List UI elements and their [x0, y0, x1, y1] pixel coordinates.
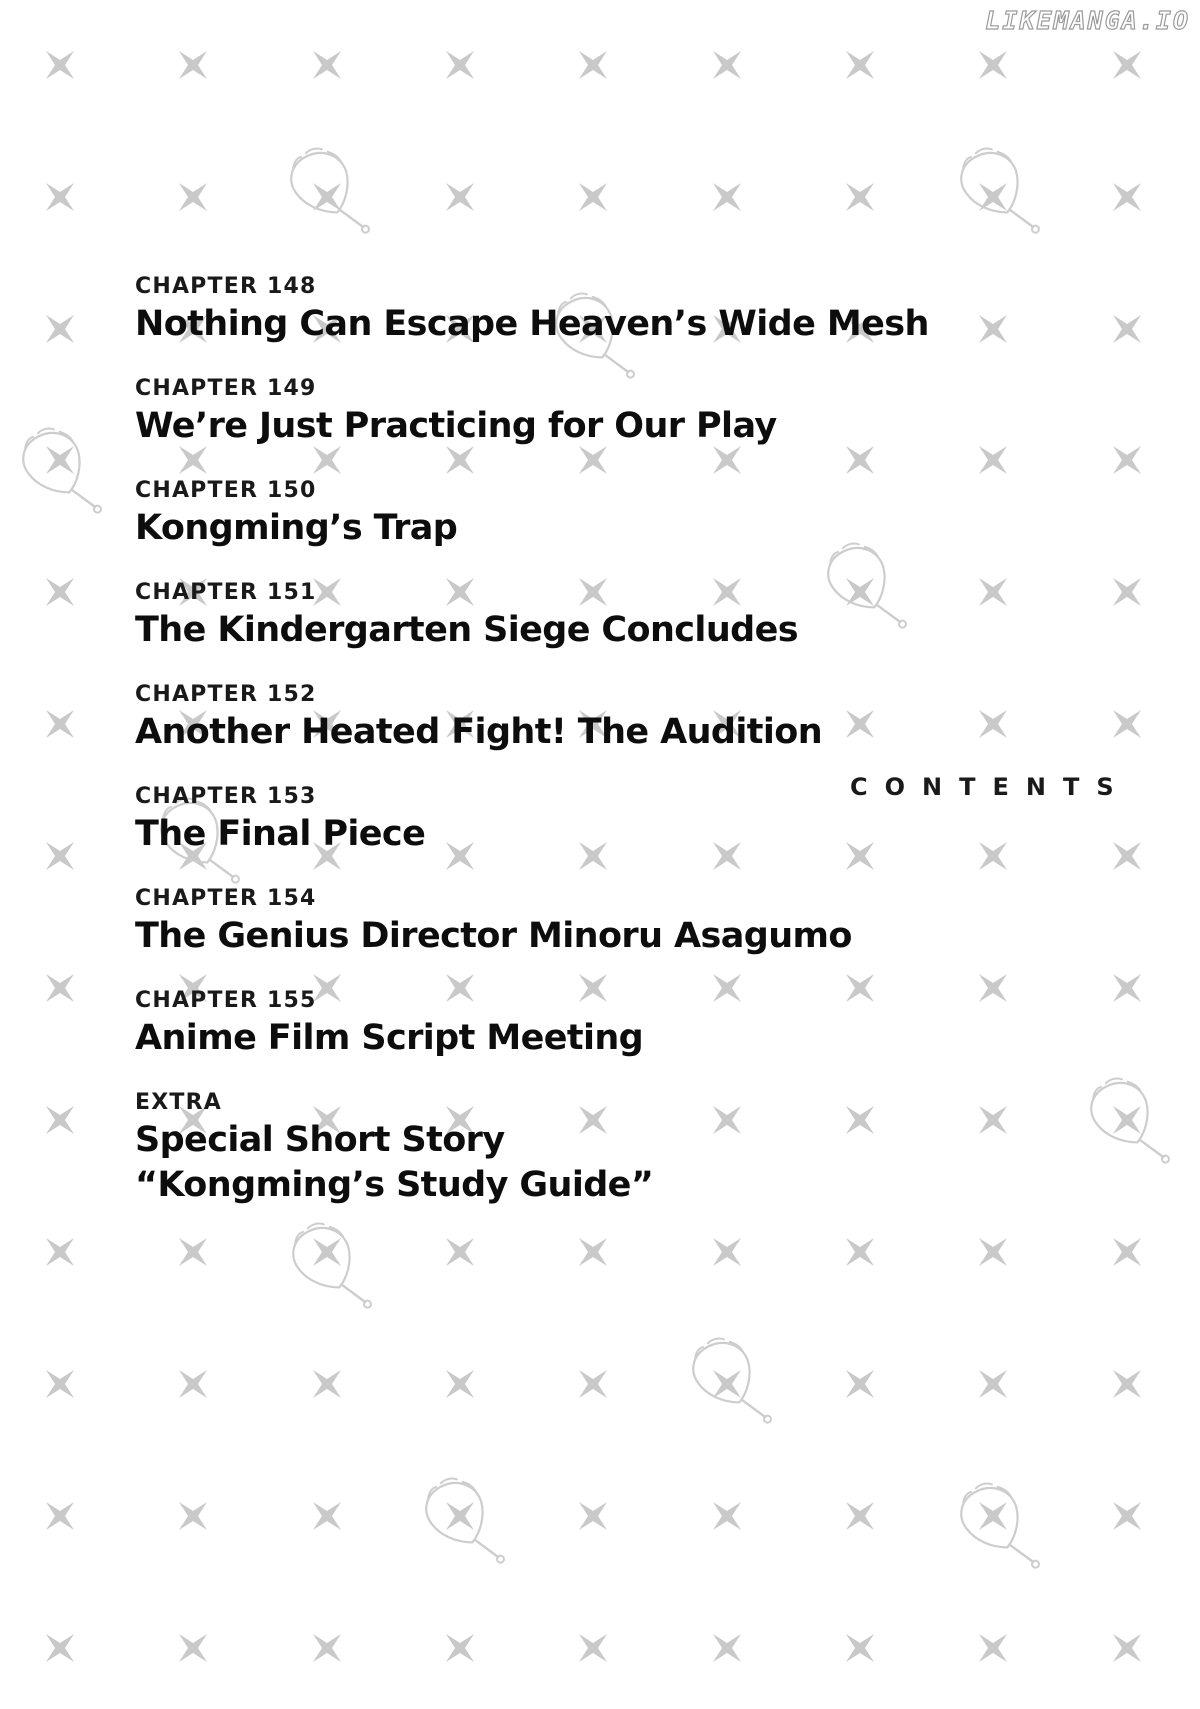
four-point-star-icon — [1113, 842, 1141, 870]
four-point-star-icon — [979, 974, 1007, 1002]
four-point-star-icon — [713, 51, 741, 79]
four-point-star-icon — [179, 1370, 207, 1398]
toc-entry-chapter-148[interactable] — [135, 272, 929, 347]
chapter-title: The Kindergarten Siege Concludes — [135, 610, 798, 650]
feather-fan-icon — [416, 1470, 511, 1583]
four-point-star-icon — [713, 1238, 741, 1266]
chapter-label: CHAPTER 148 — [135, 274, 317, 299]
four-point-star-icon — [1113, 51, 1141, 79]
four-point-star-icon — [313, 51, 341, 79]
chapter-title: We’re Just Practicing for Our Play — [135, 406, 777, 446]
four-point-star-icon — [446, 1502, 474, 1530]
four-point-star-icon — [179, 1238, 207, 1266]
chapter-label: CHAPTER 150 — [135, 478, 317, 503]
four-point-star-icon — [979, 710, 1007, 738]
four-point-star-icon — [979, 1502, 1007, 1530]
four-point-star-icon — [46, 578, 74, 606]
four-point-star-icon — [46, 1238, 74, 1266]
four-point-star-icon — [179, 51, 207, 79]
chapter-label: CHAPTER 151 — [135, 580, 317, 605]
chapter-title: Nothing Can Escape Heaven’s Wide Mesh — [135, 304, 929, 344]
four-point-star-icon — [579, 51, 607, 79]
feather-fan-icon — [951, 1475, 1046, 1588]
four-point-star-icon — [179, 1634, 207, 1662]
four-point-star-icon — [46, 1106, 74, 1134]
four-point-star-icon — [713, 183, 741, 211]
four-point-star-icon — [46, 1502, 74, 1530]
extra-title-line: “Kongming’s Study Guide” — [135, 1165, 654, 1205]
four-point-star-icon — [979, 842, 1007, 870]
four-point-star-icon — [46, 315, 74, 343]
four-point-star-icon — [979, 51, 1007, 79]
four-point-star-icon — [846, 1370, 874, 1398]
toc-entry-chapter-152[interactable] — [135, 680, 929, 755]
four-point-star-icon — [46, 1370, 74, 1398]
contents-heading: CONTENTS — [850, 773, 1131, 801]
four-point-star-icon — [1113, 1502, 1141, 1530]
four-point-star-icon — [979, 578, 1007, 606]
four-point-star-icon — [46, 51, 74, 79]
toc-entry-extra[interactable] — [135, 1088, 929, 1208]
chapter-label: CHAPTER 153 — [135, 784, 317, 809]
chapter-title: The Genius Director Minoru Asagumo — [135, 916, 852, 956]
chapter-label: CHAPTER 152 — [135, 682, 317, 707]
toc-entry-chapter-151[interactable] — [135, 578, 929, 653]
chapter-title: Anime Film Script Meeting — [135, 1018, 644, 1058]
four-point-star-icon — [313, 1238, 341, 1266]
four-point-star-icon — [846, 183, 874, 211]
chapter-title: Kongming’s Trap — [135, 508, 458, 548]
four-point-star-icon — [846, 1634, 874, 1662]
four-point-star-icon — [313, 1370, 341, 1398]
extra-label: EXTRA — [135, 1090, 222, 1115]
four-point-star-icon — [1113, 1634, 1141, 1662]
four-point-star-icon — [579, 1370, 607, 1398]
chapter-label: CHAPTER 154 — [135, 886, 317, 911]
chapter-label: CHAPTER 149 — [135, 376, 317, 401]
toc-entry-chapter-153[interactable] — [135, 782, 929, 857]
four-point-star-icon — [579, 183, 607, 211]
four-point-star-icon — [846, 1502, 874, 1530]
extra-title-line: Special Short Story — [135, 1120, 505, 1160]
four-point-star-icon — [179, 1502, 207, 1530]
table-of-contents — [135, 272, 929, 1208]
four-point-star-icon — [579, 1502, 607, 1530]
four-point-star-icon — [446, 1238, 474, 1266]
four-point-star-icon — [446, 1634, 474, 1662]
feather-fan-icon — [1081, 1070, 1176, 1183]
four-point-star-icon — [713, 1370, 741, 1398]
four-point-star-icon — [46, 710, 74, 738]
four-point-star-icon — [1113, 183, 1141, 211]
toc-entry-chapter-149[interactable] — [135, 374, 929, 449]
feather-fan-icon — [283, 1215, 378, 1328]
four-point-star-icon — [713, 1634, 741, 1662]
four-point-star-icon — [313, 1502, 341, 1530]
four-point-star-icon — [1113, 1238, 1141, 1266]
four-point-star-icon — [713, 1502, 741, 1530]
chapter-title: Another Heated Fight! The Audition — [135, 712, 823, 752]
four-point-star-icon — [1113, 315, 1141, 343]
four-point-star-icon — [1113, 1370, 1141, 1398]
four-point-star-icon — [46, 974, 74, 1002]
four-point-star-icon — [1113, 710, 1141, 738]
toc-entry-chapter-154[interactable] — [135, 884, 929, 959]
four-point-star-icon — [1113, 974, 1141, 1002]
four-point-star-icon — [313, 1634, 341, 1662]
four-point-star-icon — [979, 1238, 1007, 1266]
four-point-star-icon — [979, 315, 1007, 343]
extra-title — [135, 1118, 929, 1208]
chapter-title: The Final Piece — [135, 814, 426, 854]
site-watermark: LIKEMANGA.IO — [985, 6, 1190, 35]
toc-entry-chapter-150[interactable] — [135, 476, 929, 551]
four-point-star-icon — [846, 1238, 874, 1266]
four-point-star-icon — [446, 183, 474, 211]
four-point-star-icon — [1113, 446, 1141, 474]
four-point-star-icon — [179, 183, 207, 211]
four-point-star-icon — [313, 183, 341, 211]
four-point-star-icon — [979, 1634, 1007, 1662]
four-point-star-icon — [446, 1370, 474, 1398]
four-point-star-icon — [979, 446, 1007, 474]
feather-fan-icon — [951, 140, 1046, 253]
four-point-star-icon — [46, 1634, 74, 1662]
four-point-star-icon — [579, 1238, 607, 1266]
toc-entry-chapter-155[interactable] — [135, 986, 929, 1061]
four-point-star-icon — [1113, 1106, 1141, 1134]
four-point-star-icon — [579, 1634, 607, 1662]
feather-fan-icon — [13, 420, 108, 533]
four-point-star-icon — [446, 51, 474, 79]
four-point-star-icon — [846, 51, 874, 79]
four-point-star-icon — [46, 446, 74, 474]
four-point-star-icon — [46, 842, 74, 870]
four-point-star-icon — [46, 183, 74, 211]
four-point-star-icon — [979, 1370, 1007, 1398]
chapter-label: CHAPTER 155 — [135, 988, 317, 1013]
four-point-star-icon — [1113, 578, 1141, 606]
four-point-star-icon — [979, 1106, 1007, 1134]
